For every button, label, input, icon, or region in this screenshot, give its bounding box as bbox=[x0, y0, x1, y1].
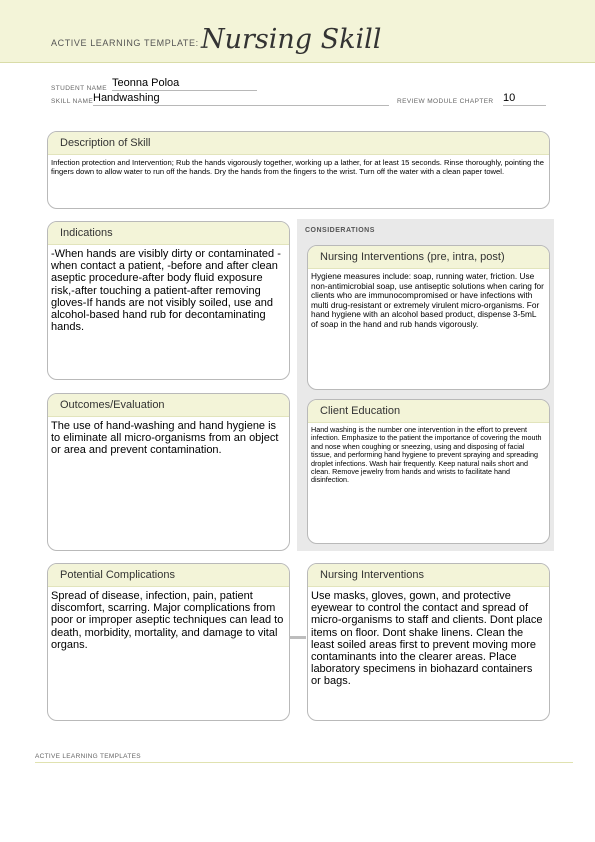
review-module-line bbox=[503, 105, 546, 106]
nursing-interventions-text: Use masks, gloves, gown, and protective eyewear to control the contact and spread of micro-organisms to staff and clients. Dont place items on floor. Dont shake linens. Clean the least soiled areas first to prevent moving more contaminants into the clearer areas. Place laboratory specimens in biohazard containers or bags. bbox=[311, 590, 543, 688]
connector-bar bbox=[289, 636, 306, 639]
client-education-heading: Client Education bbox=[308, 400, 549, 423]
nursing-interventions-box bbox=[307, 563, 550, 721]
student-name-value: Teonna Poloa bbox=[112, 77, 180, 89]
student-name-line bbox=[112, 90, 257, 91]
complications-text: Spread of disease, infection, pain, patient discomfort, scarring. Major complications from poor or improper aseptic techniques can lead to death, morbidity, mortality, and damage to vital organs. bbox=[51, 590, 284, 651]
description-box bbox=[47, 131, 550, 209]
student-name-label: STUDENT NAME bbox=[51, 85, 107, 92]
complications-box bbox=[47, 563, 290, 721]
nursing-interventions-pip-heading: Nursing Interventions (pre, intra, post) bbox=[308, 246, 549, 269]
description-heading: Description of Skill bbox=[48, 132, 549, 155]
indications-heading: Indications bbox=[48, 222, 289, 245]
outcomes-text: The use of hand-washing and hand hygiene is to eliminate all micro-organisms from an object or area and prevent contamination. bbox=[51, 420, 279, 457]
considerations-label: CONSIDERATIONS bbox=[305, 227, 375, 234]
footer-label: ACTIVE LEARNING TEMPLATES bbox=[35, 753, 141, 760]
skill-name-value: Handwashing bbox=[93, 92, 160, 104]
review-module-label: REVIEW MODULE CHAPTER bbox=[397, 98, 494, 105]
review-module-value: 10 bbox=[503, 92, 516, 104]
client-education-text: Hand washing is the number one intervention in the effort to prevent infection. Emphasize to the patient the importance of covering the mouth and nose when coughing or sneezing, using and disposing of facial tissue, and performing hand hygiene to prevent spraying and spreading droplet infections. Wash hair frequently. Keep natural nails short and clean. Remove jewelry from hands and wrists to facilitate hand disinfection. bbox=[311, 425, 542, 485]
outcomes-heading: Outcomes/Evaluation bbox=[48, 394, 289, 417]
nursing-interventions-heading: Nursing Interventions bbox=[308, 564, 549, 587]
indications-text: -When hands are visibly dirty or contaminated -when contact a patient, -before and after clean aseptic procedure-after body fluid exposure risk,-after touching a patient-after removing gloves-If hands are not visibly soiled, use and alcohol-based hand rub for decontaminating hands. bbox=[51, 248, 281, 334]
skill-name-label: SKILL NAME bbox=[51, 98, 94, 105]
client-education-box bbox=[307, 399, 550, 544]
complications-heading: Potential Complications bbox=[48, 564, 289, 587]
description-text: Infection protection and Intervention; Rub the hands vigorously together, working up a lather, for at least 15 seconds. Rinse thoroughly, pointing the fingers down to allow water to run off the hands. Dry the hands from the fingers to the wrist. Turn off the water with a clean paper towel. bbox=[51, 158, 544, 177]
header-band bbox=[0, 0, 595, 63]
nursing-interventions-pip-text: Hygiene measures include: soap, running water, friction. Use non-antimicrobial soap, use antiseptic solutions when caring for clients who are immunocompromised or have infections with multi drug-resistant or extremely virulent micro-organisms. For hand hygiene with an alcohol based product, dispense 3-5mL of soap in the hand and rub hands vigorously. bbox=[311, 271, 544, 329]
template-title: Nursing Skill bbox=[201, 24, 382, 55]
nursing-interventions-pip-box bbox=[307, 245, 550, 390]
skill-name-line bbox=[93, 105, 389, 106]
outcomes-box bbox=[47, 393, 290, 551]
indications-box bbox=[47, 221, 290, 380]
template-label: ACTIVE LEARNING TEMPLATE: bbox=[51, 38, 199, 48]
footer-line bbox=[35, 762, 573, 763]
